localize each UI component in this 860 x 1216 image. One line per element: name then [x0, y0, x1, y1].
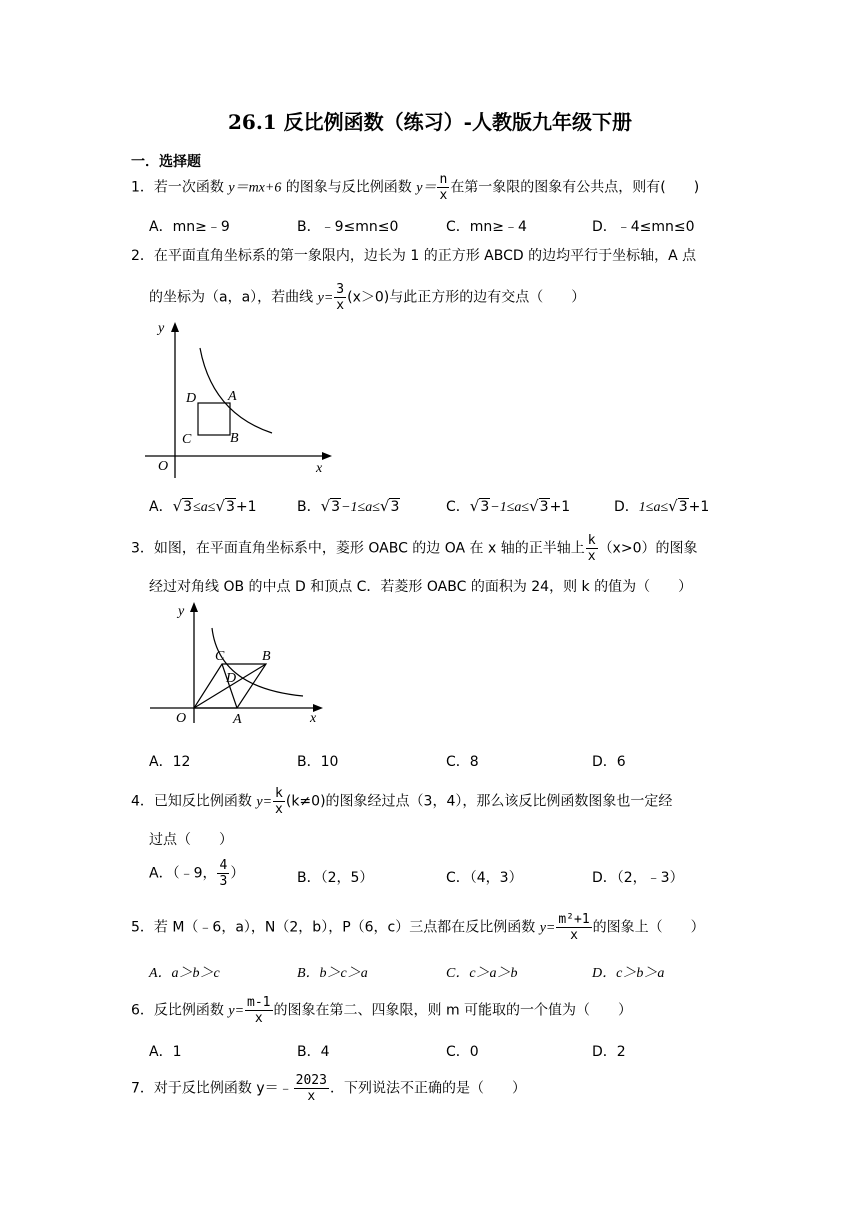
q6-line-1	[131, 996, 632, 1025]
q1-option-c: C．mn≥﹣4	[446, 219, 527, 235]
q4-a-post: ）	[230, 865, 245, 882]
sqrt-icon: √3	[379, 497, 400, 515]
q1-mid: 的图象与反比例函数	[281, 179, 417, 196]
q3-option-b: B．10	[297, 754, 339, 770]
q2-frac-den: x	[336, 298, 345, 313]
q5-line-1	[131, 913, 705, 942]
q4-frac-den: x	[275, 802, 283, 817]
q4-a-den: 3	[219, 874, 228, 889]
q2-label-a: A	[228, 389, 237, 404]
q2-x-arrow	[322, 452, 332, 460]
q2-y-arrow	[171, 322, 179, 332]
q2-b-r2: 3	[390, 499, 400, 515]
q6-fraction	[245, 996, 272, 1025]
q2-label-y: y	[158, 321, 165, 336]
section-heading: 一．选择题	[131, 154, 201, 170]
q1-y-eq: y＝	[416, 180, 437, 196]
q1-option-d: D．﹣4≤mn≤0	[592, 219, 695, 235]
q2-b-r1: 3	[331, 499, 341, 515]
sqrt-icon: √3	[172, 497, 193, 515]
q5-y-eq: y=	[539, 920, 556, 936]
q3-label-x: x	[310, 711, 317, 726]
q5-fraction	[556, 913, 591, 942]
q2-d-pre: D．	[614, 499, 639, 515]
q2-c-r1: 3	[480, 499, 490, 515]
q2-c-mid: −1≤a≤	[490, 500, 530, 515]
q5-frac-den: x	[570, 928, 578, 943]
q3-frac-den: x	[587, 549, 596, 564]
q1-frac-den: x	[439, 188, 448, 203]
q1-linear-function: y＝mx+6	[228, 180, 282, 196]
q2-option-c	[446, 496, 570, 516]
q2-line-2	[149, 283, 585, 312]
q4-y-eq: y=	[256, 794, 273, 810]
q2-a-r2: 3	[226, 499, 235, 515]
sqrt-icon: √3	[215, 497, 235, 515]
q2-a-r1: 3	[183, 499, 193, 515]
q3-line1a: 3．如图，在平面直角坐标系中，菱形 OABC 的边 OA 在 x 轴的正半轴上	[131, 540, 585, 557]
q2-d-post: +1	[688, 499, 710, 515]
q2-option-a	[149, 496, 257, 516]
q3-label-y: y	[178, 604, 185, 619]
q5-option-b: B．b＞c＞a	[297, 966, 368, 981]
q3-label-d: D	[226, 671, 237, 686]
q4-a-fraction	[217, 859, 229, 888]
q6-y-eq: y=	[228, 1003, 245, 1019]
q1-frac-num: n	[439, 172, 448, 187]
q6-line1a: 6．反比例函数	[131, 1002, 229, 1019]
q2-y-eq: y=	[317, 290, 334, 306]
q3-label-a: A	[233, 712, 242, 727]
q2-condition: (x＞0)	[347, 289, 390, 306]
q6-line1b: 的图象在第二、四象限，则 m 可能取的一个值为（ ）	[273, 1002, 633, 1019]
q2-square	[198, 403, 230, 435]
q3-figure	[145, 598, 335, 728]
q2-label-d: D	[186, 391, 197, 406]
sqrt-icon: √3	[469, 497, 490, 515]
q1-option-b: B．﹣9≤mn≤0	[297, 219, 399, 235]
q3-option-c: C．8	[446, 754, 479, 770]
q2-fraction	[334, 283, 346, 312]
q2-label-c: C	[182, 432, 192, 447]
q4-a-pre: A．（﹣9，	[149, 865, 217, 882]
q5-option-d: D．c＞b＞a	[592, 966, 665, 981]
sqrt-icon: √3	[668, 497, 688, 515]
q2-label-o: O	[158, 459, 169, 474]
q5-option-c: C．c＞a＞b	[446, 966, 518, 981]
q2-c-pre: C．	[446, 499, 470, 515]
q2-figure	[140, 318, 340, 488]
q7-line1b: ．下列说法不正确的是（ ）	[329, 1080, 526, 1097]
q6-option-d: D．2	[592, 1044, 626, 1060]
q2-option-b	[297, 496, 400, 516]
q2-line2b: 与此正方形的边有交点（ ）	[389, 289, 586, 306]
q1-prefix: 1．若一次函数	[131, 179, 229, 196]
q1-option-a: A．mn≥﹣9	[149, 219, 230, 235]
document-title: 26.1 反比例函数（练习）-人教版九年级下册	[228, 110, 632, 134]
q7-line-1	[131, 1074, 526, 1103]
q1-fraction	[437, 173, 449, 202]
q4-line-1	[131, 787, 672, 816]
sqrt-icon: √3	[529, 497, 549, 515]
q2-b-pre: B．	[297, 499, 321, 515]
q2-line2a: 的坐标为（a，a），若曲线	[149, 289, 318, 306]
q2-d-r2: 3	[678, 499, 688, 515]
q6-option-a: A．1	[149, 1044, 182, 1060]
q3-label-c: C	[215, 649, 225, 664]
q2-label-x: x	[316, 461, 323, 476]
q2-option-d	[614, 496, 709, 516]
q2-c-post: +1	[549, 499, 571, 515]
question-1	[131, 173, 699, 202]
q3-line1b: （x>0）的图象	[598, 540, 698, 557]
q2-d-mid: 1≤a≤	[638, 500, 669, 515]
q3-label-b: B	[262, 649, 271, 664]
q4-line-2: 过点（ ）	[149, 832, 233, 848]
q5-line1b: 的图象上（ ）	[592, 919, 705, 936]
q5-line1a: 5．若 M（﹣6，a），N（2，b），P（6，c）三点都在反比例函数	[131, 919, 540, 936]
q2-frac-num: 3	[336, 282, 345, 297]
q4-frac-num: k	[275, 786, 283, 801]
q3-fraction	[586, 534, 598, 563]
q6-option-b: B．4	[297, 1044, 330, 1060]
q4-option-d: D．（2，﹣3）	[592, 870, 684, 886]
q2-b-mid: −1≤a≤	[341, 500, 380, 515]
q5-frac-num: m²+1	[558, 912, 590, 927]
q6-option-c: C．0	[446, 1044, 479, 1060]
q4-condition: (k≠0)	[285, 793, 326, 810]
q3-label-o: O	[176, 711, 187, 726]
q2-line-1: 2．在平面直角坐标系的第一象限内，边长为 1 的正方形 ABCD 的边均平行于坐标轴，A 点	[131, 248, 697, 264]
q3-line-2: 经过对角线 OB 的中点 D 和顶点 C．若菱形 OABC 的面积为 24，则 k 的值为（ ）	[149, 579, 693, 595]
q4-a-num: 4	[219, 858, 228, 873]
q4-option-c: C．（4，3）	[446, 870, 523, 886]
q6-frac-num: m-1	[247, 995, 271, 1010]
q3-frac-num: k	[587, 533, 596, 548]
q6-frac-den: x	[254, 1011, 263, 1026]
q4-line1a: 4．已知反比例函数	[131, 793, 257, 810]
q3-option-a: A．12	[149, 754, 191, 770]
q4-option-b: B．（2，5）	[297, 870, 374, 886]
q4-fraction	[273, 787, 285, 816]
q2-a-mid: ≤a≤	[193, 500, 216, 515]
sqrt-icon: √3	[320, 497, 341, 515]
q2-c-r2: 3	[539, 499, 549, 515]
q7-line1a: 7．对于反比例函数 y＝﹣	[131, 1080, 293, 1097]
q3-y-arrow	[190, 602, 198, 612]
q1-suffix: 在第一象限的图象有公共点，则有( )	[450, 179, 700, 196]
q3-line-1	[131, 534, 698, 563]
q7-frac-den: x	[307, 1089, 316, 1104]
q7-frac-num: 2023	[295, 1073, 327, 1088]
q2-a-pre: A．	[149, 499, 173, 515]
q7-fraction	[294, 1074, 329, 1103]
q5-option-a: A．a＞b＞c	[149, 966, 220, 981]
q2-label-b: B	[230, 431, 239, 446]
q3-option-d: D．6	[592, 754, 626, 770]
q4-line1b: 的图象经过点（3，4），那么该反比例函数图象也一定经	[325, 793, 673, 810]
q4-option-a	[149, 859, 244, 888]
q2-a-post: +1	[235, 499, 257, 515]
